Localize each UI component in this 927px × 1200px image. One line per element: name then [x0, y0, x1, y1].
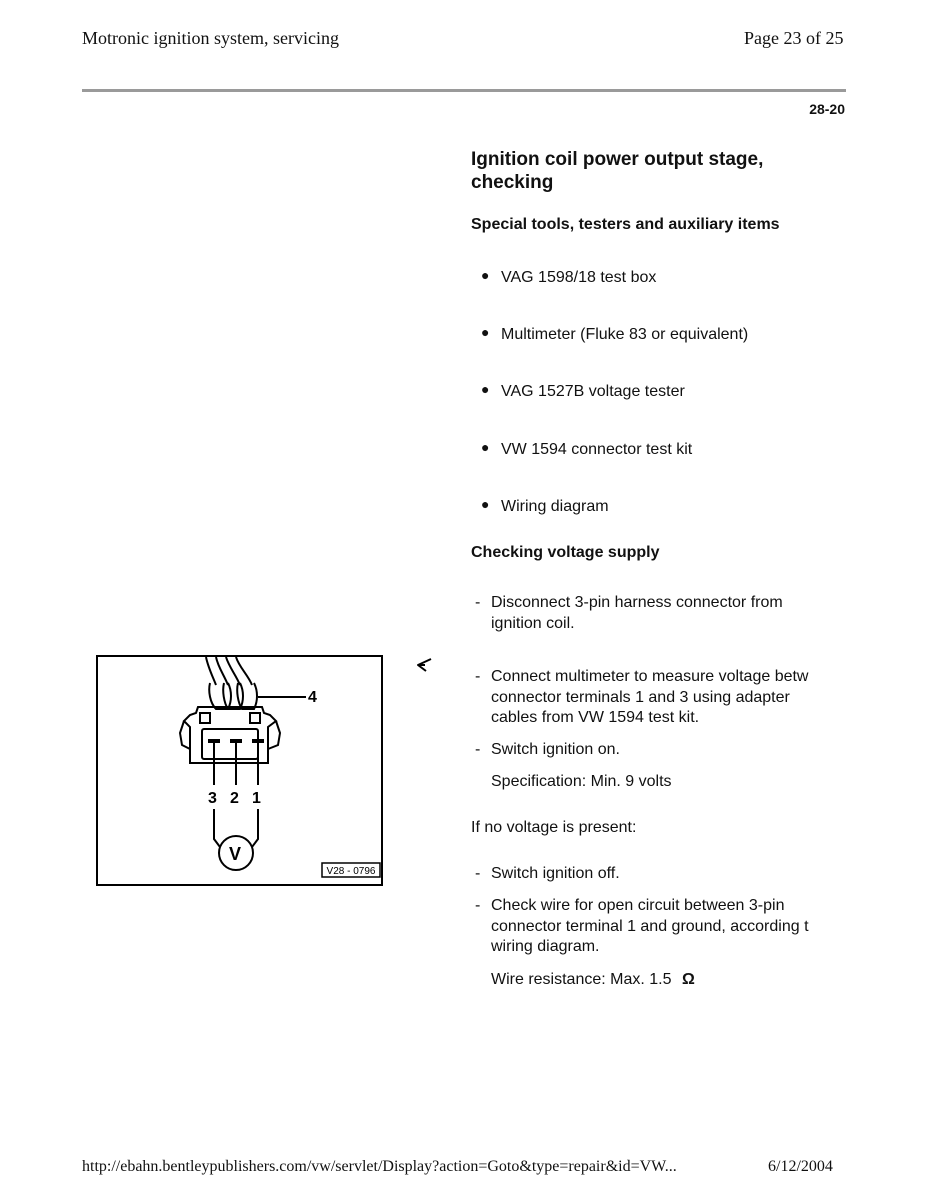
bullet-icon: ● [481, 381, 490, 397]
pin-terminal [230, 739, 242, 743]
wire-resistance-spec: Wire resistance: Max. 1.5 Ω [491, 971, 695, 988]
voltage-specification: Specification: Min. 9 volts [491, 773, 672, 790]
meter-lead [252, 809, 258, 847]
page-number: Page 23 of 25 [744, 28, 844, 48]
tool-item: ● Wiring diagram [481, 496, 609, 515]
pin-terminal [252, 739, 264, 743]
tool-item: ● VW 1594 connector test kit [481, 439, 693, 458]
ohm-symbol: Ω [681, 971, 695, 988]
section-title-line-2: checking [471, 172, 554, 193]
procedure-step: - Switch ignition on. [475, 741, 620, 758]
connector-diagram [98, 657, 381, 884]
bullet-icon: ● [481, 267, 490, 283]
section-title-line-1: Ignition coil power output stage, [471, 149, 764, 170]
callout-label-4: 4 [308, 689, 317, 706]
header-divider [82, 89, 846, 92]
terminal-label-2: 2 [230, 790, 239, 807]
section-number: 28-20 [809, 101, 845, 117]
wire-boot [237, 683, 257, 709]
figure-id: V28 - 0796 [326, 866, 376, 877]
procedure-step: - Connect multimeter to measure voltage betw connector terminals 1 and 3 using adapter cables from VW 1594 test kit. [475, 668, 809, 726]
voltage-supply-heading: Checking voltage supply [471, 544, 660, 561]
tools-heading: Special tools, testers and auxiliary items [471, 216, 780, 233]
procedure-step: - Disconnect 3-pin harness connector from ignition coil. [475, 594, 783, 632]
wire [206, 657, 216, 685]
section-title [471, 148, 841, 194]
bullet-icon: ● [481, 496, 490, 512]
tool-item: ● VAG 1598/18 test box [481, 267, 657, 286]
procedure-step: - Check wire for open circuit between 3-pin connector terminal 1 and ground, according t wiring diagram. [475, 897, 809, 955]
wire-boot [209, 683, 231, 709]
meter-lead [214, 809, 220, 847]
terminal-label-3: 3 [208, 790, 217, 807]
connector-diagram-figure [96, 655, 383, 886]
footer-date: 6/12/2004 [768, 1158, 833, 1175]
connector-housing [184, 707, 276, 763]
figure-reference-arrow-icon [416, 657, 432, 673]
terminal-label-1: 1 [252, 790, 261, 807]
pin-terminal [208, 739, 220, 743]
no-voltage-note: If no voltage is present: [471, 819, 637, 836]
tool-item: ● Multimeter (Fluke 83 or equivalent) [481, 324, 749, 343]
connector-face [202, 729, 258, 759]
procedure-step: - Switch ignition off. [475, 865, 620, 882]
document-title: Motronic ignition system, servicing [82, 28, 339, 48]
bullet-icon: ● [481, 324, 490, 340]
wire [216, 657, 228, 685]
bullet-icon: ● [481, 439, 490, 455]
voltmeter-label: V [229, 844, 242, 864]
tool-item: ● VAG 1527B voltage tester [481, 381, 685, 400]
footer-url: http://ebahn.bentleypublishers.com/vw/servlet/Display?action=Goto&type=repair&id=VW... [82, 1158, 677, 1175]
